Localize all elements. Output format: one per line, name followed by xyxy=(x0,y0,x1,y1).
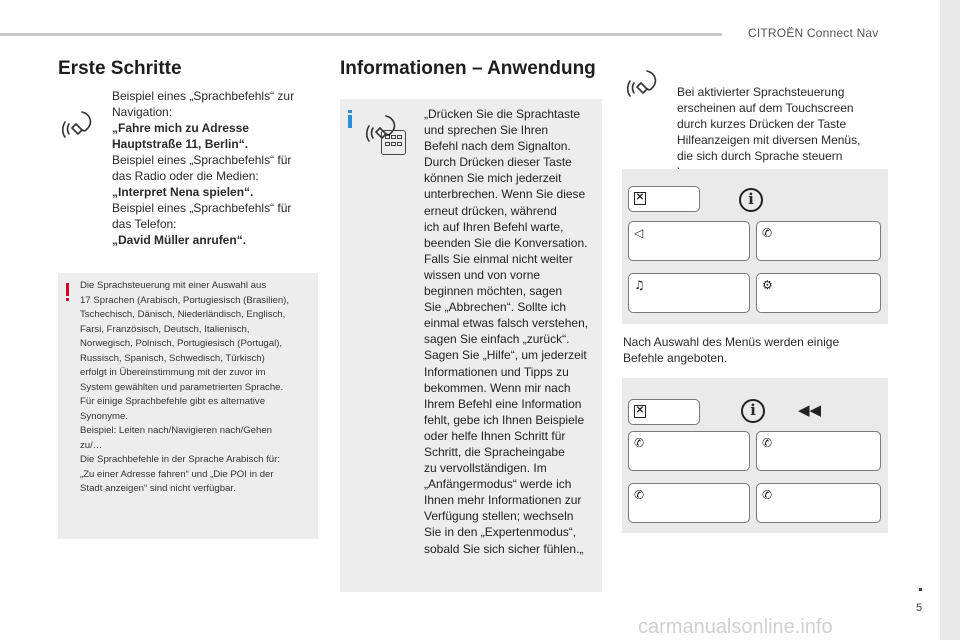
info-line: beenden Sie die Konversation. xyxy=(424,235,588,250)
settings-icon: ⚙ xyxy=(762,278,773,292)
touchscreen-command-menu xyxy=(622,378,888,533)
info-line: Informationen und Tipps zu xyxy=(424,364,569,379)
info-line: Sagen Sie „Hilfe“, um jederzeit xyxy=(424,348,587,363)
voice-command-icon xyxy=(62,108,98,140)
example-command: Hauptstraße 11, Berlin“. xyxy=(112,137,249,151)
watermark: carmanualsonline.info xyxy=(638,616,833,638)
menu-button-media xyxy=(628,273,750,313)
info-line: Durch Drücken dieser Taste xyxy=(424,155,572,170)
info-line: „Anfängermodus“ werde ich xyxy=(424,477,572,492)
close-icon: ✕ xyxy=(635,192,645,203)
phone-icon: ✆ xyxy=(762,226,773,240)
info-line: fehlt, gebe ich Ihnen Beispiele xyxy=(424,412,585,427)
info-icon: i xyxy=(739,188,763,212)
intro-line: durch kurzes Drücken der Taste xyxy=(677,117,847,131)
warning-line: Stadt anzeigen“ sind nicht verfügbar. xyxy=(80,483,236,494)
info-line: sobald Sie sich sicher fühlen.„ xyxy=(424,541,584,556)
info-line: Falls Sie einmal nicht weiter xyxy=(424,251,573,266)
info-line: bekommen. Wenn mir nach xyxy=(424,380,571,395)
after-line: Nach Auswahl des Menüs werden einige xyxy=(623,335,840,349)
info-line: oder helfe Ihnen Schritt für xyxy=(424,428,566,443)
warning-line: Synonyme. xyxy=(80,410,128,422)
example-line: Beispiel eines „Sprachbefehls“ für xyxy=(112,153,292,167)
after-menu-text xyxy=(623,334,883,366)
info-line: ich auf Ihren Befehl warte, xyxy=(424,219,564,234)
keyboard-icon xyxy=(381,130,406,155)
example-command: „Fahre mich zu Adresse xyxy=(112,121,249,135)
side-margin-bar xyxy=(940,0,960,640)
intro-line: Hilfeanzeigen mit diversen Menüs, xyxy=(677,133,861,147)
info-line: Sie in den „Expertenmodus“, xyxy=(424,525,577,540)
info-line: und sprechen Sie Ihren xyxy=(424,123,549,138)
menu-button-navigation xyxy=(628,221,750,261)
command-button xyxy=(628,483,750,523)
info-line: Sie „Abbrechen“. Sollte ich xyxy=(424,300,567,315)
warning-line: Norwegisch, Polnisch, Portugiesisch (Portugal), xyxy=(80,338,283,349)
warning-line: Für einige Sprachbefehle gibt es alternative xyxy=(80,396,266,407)
example-line: Beispiel eines „Sprachbefehls“ für xyxy=(112,201,292,215)
info-line: sagen Sie einfach „zurück“. xyxy=(424,332,570,347)
after-line: Befehle angeboten. xyxy=(623,351,728,365)
navigation-icon: ◁ xyxy=(634,226,644,240)
info-icon xyxy=(348,110,352,128)
example-command: „Interpret Nena spielen“. xyxy=(112,185,254,199)
warning-line: System gewählten und parametrierten Sprache. xyxy=(80,381,284,393)
command-button xyxy=(756,431,881,471)
info-line: können Sie mich jederzeit xyxy=(424,171,562,186)
voice-command-examples xyxy=(112,88,312,248)
voice-command-icon xyxy=(627,67,663,99)
warning-line: Russisch, Spanisch, Schwedisch, Türkisch) xyxy=(80,352,265,364)
warning-text xyxy=(80,279,314,497)
phone-icon: ✆ xyxy=(762,436,773,450)
back-icon: ◀◀ xyxy=(798,401,822,419)
info-line: erneut drücken, während xyxy=(424,203,557,218)
section-heading-erste-schritte: Erste Schritte xyxy=(58,58,182,79)
music-icon: ♫ xyxy=(634,278,645,292)
info-text xyxy=(424,106,594,557)
header-rule xyxy=(0,33,722,36)
warning-line: „Zu einer Adresse fahren“ und „Die POI in der xyxy=(80,468,274,480)
intro-line: die sich durch Sprache steuern xyxy=(677,149,843,163)
touchscreen-help-menu xyxy=(622,169,888,324)
info-line: „Drücken Sie die Sprachtaste xyxy=(424,107,581,121)
example-line: Beispiel eines „Sprachbefehls“ zur xyxy=(112,89,295,103)
close-icon: ✕ xyxy=(635,405,645,416)
header-title: CITROËN Connect Nav xyxy=(748,26,879,40)
command-button xyxy=(756,483,881,523)
phone-icon: ✆ xyxy=(762,488,773,502)
info-line: Schritt, die Spracheingabe xyxy=(424,444,565,459)
info-line: Verfügung stellen; wechseln xyxy=(424,509,574,524)
warning-line: Tschechisch, Dänisch, Niederländisch, Englisch, xyxy=(80,309,286,320)
info-line: beginnen möchten, sagen xyxy=(424,284,563,299)
example-line: das Radio oder die Medien: xyxy=(112,169,259,183)
example-command: „David Müller anrufen“. xyxy=(112,233,247,247)
info-line: einmal etwas falsch verstehen, xyxy=(424,316,589,331)
example-line: Navigation: xyxy=(112,105,173,119)
info-line: Ihrem Befehl eine Information xyxy=(424,396,582,411)
warning-line: Farsi, Französisch, Deutsch, Italienisch, xyxy=(80,323,250,335)
phone-icon: ✆ xyxy=(634,488,645,502)
menu-button-phone xyxy=(756,221,881,261)
intro-line: erscheinen auf dem Touchscreen xyxy=(677,101,854,115)
info-line: wissen und von vorne xyxy=(424,267,541,282)
close-field xyxy=(628,186,700,212)
page-dot xyxy=(919,588,922,591)
warning-line: Die Sprachbefehle in der Sprache Arabisch für: xyxy=(80,454,280,465)
warning-line: zu/… xyxy=(80,439,103,451)
intro-line: Bei aktivierter Sprachsteuerung xyxy=(677,85,845,99)
warning-line: 17 Sprachen (Arabisch, Portugiesisch (Brasilien), xyxy=(80,294,290,306)
menu-button-settings xyxy=(756,273,881,313)
info-line: zu vervollständigen. Im xyxy=(424,461,547,476)
voice-help-intro xyxy=(677,84,877,180)
phone-icon: ✆ xyxy=(634,436,645,450)
close-field xyxy=(628,399,700,425)
warning-line: Die Sprachsteuerung mit einer Auswahl aus xyxy=(80,280,267,291)
info-line: Befehl nach dem Signalton. xyxy=(424,139,571,154)
command-button xyxy=(628,431,750,471)
page-number: 5 xyxy=(916,602,923,614)
section-heading-informationen: Informationen – Anwendung xyxy=(340,58,596,79)
info-line: unterbrechen. Wenn Sie diese xyxy=(424,187,586,202)
warning-line: erfolgt in Übereinstimmung mit der zuvor im xyxy=(80,367,266,378)
warning-line: Beispiel: Leiten nach/Navigieren nach/Gehen xyxy=(80,425,273,436)
info-line: Ihnen mehr Informationen zur xyxy=(424,493,582,508)
warning-icon xyxy=(66,283,70,301)
info-icon: i xyxy=(741,399,765,423)
example-line: das Telefon: xyxy=(112,217,177,231)
